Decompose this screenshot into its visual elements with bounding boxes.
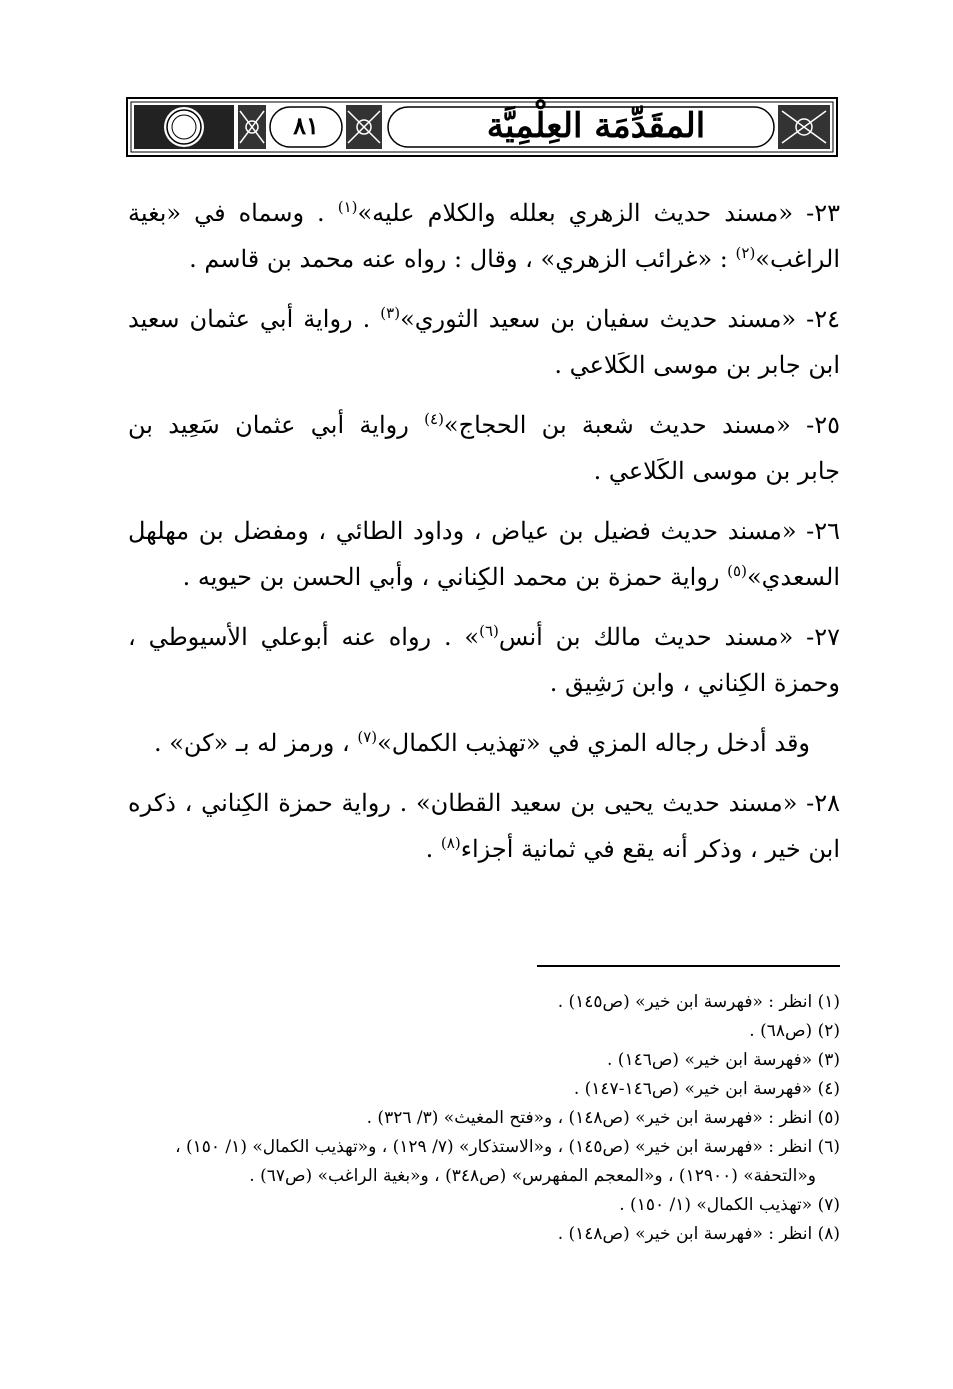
entry-text: : «غرائب الزهري» ، وقال : رواه عنه محمد بن قاسم .	[189, 245, 728, 273]
footnote-5: (٥) انظر : «فهرسة ابن خير» (ص١٤٨) ، و«فتح المغيث» (٣/ ٣٢٦) .	[366, 1108, 840, 1128]
footnote-1: (١) انظر : «فهرسة ابن خير» (ص١٤٥) .	[557, 992, 840, 1012]
page-header	[126, 97, 838, 157]
entry-text: السعدي»	[746, 563, 840, 591]
footnote-ref[interactable]: (٢)	[735, 244, 756, 262]
entry-line	[128, 614, 840, 660]
entry-line: جابر بن موسى الكَلاعي .	[593, 457, 840, 485]
footnote-ref[interactable]: (٧)	[357, 728, 378, 746]
entry-text: ٢٤- «مسند حديث سفيان بن سعيد الثوري»	[400, 305, 840, 333]
entry-text: رواية حمزة بن محمد الكِناني ، وأبي الحسن بن حيويه .	[182, 563, 720, 591]
footnote-6-continued: و«التحفة» (١٢٩٠٠) ، و«المعجم المفهرس» (ص٣٤٨) ، و«بغية الراغب» (ص٦٧) .	[249, 1166, 816, 1186]
footnotes	[120, 988, 840, 1249]
entry-line	[128, 236, 840, 282]
entry-text: ٢٥- «مسند حديث شعبة بن الحجاج»	[443, 411, 840, 439]
footnote-ref[interactable]: (٣)	[380, 304, 401, 322]
entry-26	[128, 508, 840, 600]
entry-line	[128, 296, 840, 342]
entry-line: وحمزة الكِناني ، وابن رَشِيق .	[549, 669, 840, 697]
entry-text: رواية أبي عثمان سَعِيد بن	[128, 411, 409, 439]
entry-27	[128, 614, 840, 766]
entry-line: ابن جابر بن موسى الكَلاعي .	[554, 351, 840, 379]
page-title: المقَدِّمَة العِلْمِيَّة	[486, 106, 706, 146]
entry-23	[128, 190, 840, 282]
footnote-separator	[537, 965, 840, 967]
entry-text: .	[425, 835, 434, 863]
entry-line	[128, 402, 840, 448]
entry-line	[128, 554, 840, 600]
footnote-ref[interactable]: (٦)	[479, 622, 499, 640]
page-number: ٨١	[293, 111, 319, 140]
entry-text: ، ورمز له بـ «كن» .	[153, 729, 350, 757]
entry-line	[128, 720, 840, 766]
entry-text: . وسماه في «بغية	[128, 199, 325, 227]
entry-text: ابن خير ، وذكر أنه يقع في ثمانية أجزاء	[460, 835, 840, 863]
footnote-8: (٨) انظر : «فهرسة ابن خير» (ص١٤٨) .	[557, 1224, 840, 1244]
footnote-ref[interactable]: (٨)	[440, 834, 461, 852]
entry-25	[128, 402, 840, 494]
entry-line: ٢٦- «مسند حديث فضيل بن عياض ، وداود الطائي ، ومفضل بن مهلهل	[128, 517, 840, 545]
footnote-2: (٢) (ص٦٨) .	[749, 1021, 840, 1041]
entry-text: ٢٣- «مسند حديث الزهري بعلله والكلام عليه»	[357, 199, 840, 227]
seal-logo	[126, 97, 216, 157]
main-text	[128, 190, 840, 872]
entry-text: الراغب»	[755, 245, 840, 273]
footnote-ref[interactable]: (٤)	[424, 410, 444, 428]
entry-24	[128, 296, 840, 388]
footnote-7: (٧) «تهذيب الكمال» (١/ ١٥٠) .	[619, 1195, 840, 1215]
entry-text: وقد أدخل رجاله المزي في «تهذيب الكمال»	[377, 729, 810, 757]
footnote-4: (٤) «فهرسة ابن خير» (ص١٤٦-١٤٧) .	[573, 1079, 840, 1099]
footnote-3: (٣) «فهرسة ابن خير» (ص١٤٦) .	[607, 1050, 840, 1070]
entry-text: . رواية أبي عثمان سعيد	[128, 305, 371, 333]
footnote-ref[interactable]: (١)	[337, 198, 358, 216]
footnote-ref[interactable]: (٥)	[727, 562, 747, 580]
entry-line	[128, 826, 840, 872]
footnote-6: (٦) انظر : «فهرسة ابن خير» (ص١٤٥) ، و«الاستذكار» (٧/ ١٢٩) ، و«تهذيب الكمال» (١/ ١٥٠) ،	[175, 1137, 840, 1157]
entry-text: ٢٧- «مسند حديث مالك بن أنس	[498, 623, 840, 651]
entry-line	[128, 190, 840, 236]
entry-line: ٢٨- «مسند حديث يحيى بن سعيد القطان» . رواية حمزة الكِناني ، ذكره	[128, 789, 840, 817]
entry-text: » . رواه عنه أبوعلي الأسيوطي ،	[128, 623, 480, 651]
entry-28	[128, 780, 840, 872]
